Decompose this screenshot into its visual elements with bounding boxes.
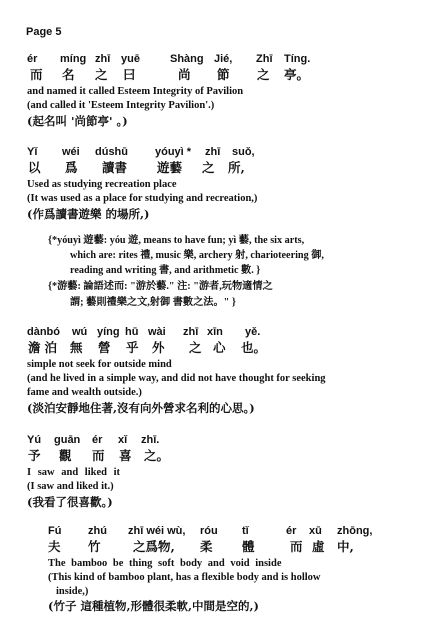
- translation-line-continued: inside,): [56, 586, 89, 597]
- page-number: Page 5: [26, 26, 62, 38]
- pinyin-word: míng: [60, 53, 87, 65]
- pinyin-word: xǐ: [118, 434, 128, 446]
- footnote-line: {*yóuyì 遊藝: yóu 遊, means to have fun; yì 藝, the six arts,: [48, 235, 305, 246]
- translation-line: (and called it 'Esteem Integrity Pavilion'.): [27, 100, 215, 111]
- modern-chinese-line: (起名叫 '尚節亭' 。): [27, 114, 128, 128]
- pinyin-word: róu: [200, 525, 218, 537]
- chinese-word: 之爲物,: [133, 539, 175, 554]
- chinese-word: 外: [152, 340, 165, 355]
- chinese-word: 尚: [178, 67, 191, 82]
- chinese-word: 柔: [200, 539, 213, 554]
- footnote-line: reading and writing 書, and arithmetic 數. }: [70, 265, 261, 276]
- translation-line: (This kind of bamboo plant, has a flexible body and is hollow: [48, 572, 321, 583]
- pinyin-word: ér: [286, 525, 297, 537]
- chinese-word: 觀: [59, 448, 72, 463]
- chinese-word: 之。: [144, 448, 170, 463]
- gloss-line: I saw and liked it: [27, 467, 121, 478]
- pinyin-word: ér: [27, 53, 38, 65]
- chinese-word: 之: [202, 160, 215, 175]
- chinese-word: 所,: [228, 160, 245, 175]
- pinyin-word: hū: [125, 326, 139, 338]
- chinese-word: 體: [242, 539, 255, 554]
- translation-line-continued: fame and wealth outside.): [27, 387, 142, 398]
- chinese-word: 夫: [48, 539, 61, 554]
- gloss-line: and named it called Esteem Integrity of Pavilion: [27, 86, 244, 97]
- chinese-word: 也。: [241, 340, 267, 355]
- chinese-word: 曰: [123, 67, 136, 82]
- pinyin-word: zhī wéi wù,: [128, 525, 186, 537]
- pinyin-word: zhī.: [141, 434, 160, 446]
- pinyin-word: zhōng,: [337, 525, 373, 537]
- pinyin-word: dúshū: [95, 146, 128, 158]
- pinyin-word: Zhī: [256, 53, 273, 65]
- pinyin-word: wài: [148, 326, 166, 338]
- pinyin-word: zhú: [88, 525, 107, 537]
- chinese-word: 以: [28, 160, 41, 175]
- pinyin-word: yě.: [245, 326, 261, 338]
- chinese-word: 遊藝: [157, 160, 183, 175]
- translation-line: (and he lived in a simple way, and did not have thought for seeking: [27, 373, 326, 384]
- chinese-word: 名: [62, 67, 75, 82]
- chinese-word: 之: [95, 67, 108, 82]
- modern-chinese-line: (作爲讀書遊樂 的場所,): [27, 207, 150, 221]
- pinyin-word: zhī: [205, 146, 221, 158]
- pinyin-word: xū: [309, 525, 322, 537]
- pinyin-word: suǒ,: [232, 146, 255, 158]
- chinese-word: 心: [213, 340, 226, 355]
- modern-chinese-line: (竹子 這種植物,形體很柔軟,中間是空的,): [48, 599, 259, 613]
- pinyin-word: wéi: [62, 146, 80, 158]
- chinese-word: 澹泊: [28, 340, 62, 355]
- pinyin-word: yíng: [97, 326, 120, 338]
- pinyin-word: wú: [72, 326, 88, 338]
- chinese-word: 營: [98, 340, 111, 355]
- footnote-line: {*游藝: 論語述而: "游於藝." 注: "游者,玩物適情之: [48, 281, 273, 292]
- pinyin-word: Jié,: [214, 53, 233, 65]
- pinyin-word: tǐ: [242, 525, 249, 537]
- pinyin-word: Yǐ: [27, 146, 38, 158]
- pinyin-word: Shàng: [170, 53, 204, 65]
- pinyin-word: ér: [92, 434, 103, 446]
- translation-line: (It was used as a place for studying and recreation,): [27, 193, 258, 204]
- pinyin-word: guān: [54, 434, 81, 446]
- footnote-line: which are: rites 禮, music 樂, archery 射, charioteering 御,: [70, 250, 324, 261]
- chinese-word: 予: [28, 448, 41, 463]
- chinese-word: 喜: [119, 448, 132, 463]
- chinese-word: 之: [257, 67, 270, 82]
- chinese-word: 中,: [337, 539, 354, 554]
- chinese-word: 爲: [65, 160, 78, 175]
- pinyin-word: Tíng.: [284, 53, 311, 65]
- gloss-line: The bamboo be thing soft body and void inside: [48, 558, 282, 569]
- pinyin-word: yuē: [121, 53, 140, 65]
- gloss-line: Used as studying recreation place: [27, 179, 177, 190]
- chinese-word: 虛: [312, 539, 325, 554]
- pinyin-word: dànbó: [27, 326, 60, 338]
- chinese-word: 之: [189, 340, 202, 355]
- pinyin-word: xīn: [207, 326, 223, 338]
- pinyin-word: Fú: [48, 525, 62, 537]
- chinese-word: 亭。: [284, 67, 310, 82]
- pinyin-word: zhī: [183, 326, 199, 338]
- chinese-word: 竹: [88, 539, 101, 554]
- pinyin-word: zhī: [95, 53, 111, 65]
- chinese-word: 而: [30, 67, 43, 82]
- chinese-word: 無: [70, 340, 83, 355]
- chinese-word: 而: [92, 448, 105, 463]
- modern-chinese-line: (淡泊安靜地住著,沒有向外營求名利的心思。): [27, 401, 255, 415]
- chinese-word: 節: [217, 67, 230, 82]
- chinese-word: 而: [290, 539, 303, 554]
- chinese-word: 乎: [126, 340, 139, 355]
- translation-line: (I saw and liked it.): [27, 481, 114, 492]
- modern-chinese-line: (我看了很喜歡。): [27, 495, 113, 509]
- chinese-word: 讀書: [102, 160, 128, 175]
- footnote-line: 謂; 藝則禮樂之文,射御 書數之法。" }: [70, 297, 236, 308]
- gloss-line: simple not seek for outside mind: [27, 359, 172, 370]
- pinyin-word: yóuyì *: [155, 146, 192, 158]
- pinyin-word: Yú: [27, 434, 42, 446]
